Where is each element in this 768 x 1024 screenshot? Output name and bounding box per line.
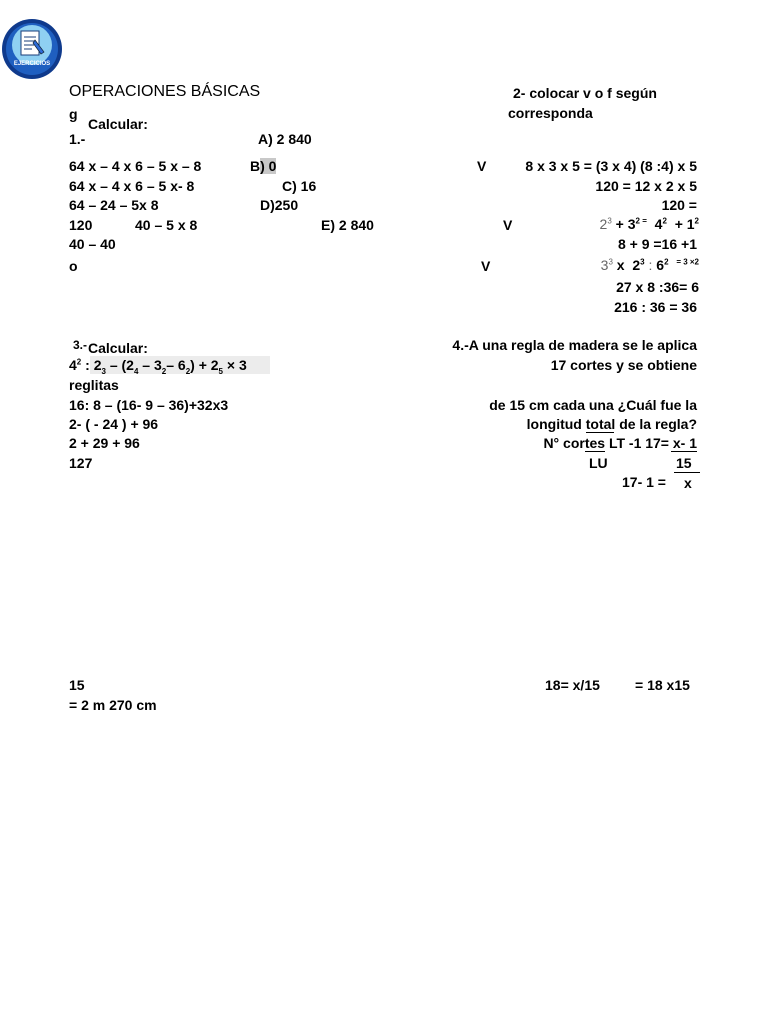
q4-line-5: N° cortes LT -1 17= x- 1 [543,435,697,451]
q4-line-6a: LU [589,455,608,471]
q4-line-7a: 17- 1 = [622,474,666,490]
q3-calcular: Calcular: [88,340,148,356]
q1-step-5: 40 – 40 [69,236,116,252]
q2-eq-8: 216 : 36 = 36 [614,299,697,315]
q2-eq-1: 8 x 3 x 5 = (3 x 4) (8 :4) x 5 [525,158,697,174]
q4-line-6b: 15 [676,455,692,471]
q1-step-2: 64 x – 4 x 6 – 5 x- 8 [69,178,195,194]
q2-mark-2: V [503,217,513,233]
q3-step-1: 16: 8 – (16- 9 – 36)+32x3 [69,397,229,413]
q4-fraction-bar-15 [674,472,700,473]
q2-eq-4: $2^3 + 3^{2 =}$ $4^2 + 1^2$ [599,216,699,232]
q1-g: g [69,106,78,122]
q4-fraction-bar-x [671,451,697,452]
q1-number: 1.- [69,131,86,147]
q2-eq-3: 120 = [661,197,697,213]
q1-step-6: o [69,258,78,274]
page-title: OPERACIONES BÁSICAS [69,83,261,100]
q4-line-4: longitud total de la regla? [526,416,697,432]
q3-expression: $4^2$ : $2_3 - (2_4 - 3_2-$ $6_2) + 2_5 \times 3$ [69,357,247,376]
q3-reglitas: reglitas [69,377,119,393]
ejercicios-logo [1,18,63,80]
q1-step-4a: 120 [69,217,93,233]
q1-option-c: C) 16 [282,178,317,194]
q2-eq-2: 120 = 12 x 2 x 5 [595,178,697,194]
bottom-left-2: = 2 m 270 cm [69,697,157,713]
q2-title-line1: 2- colocar v o f según [513,85,657,101]
q2-eq-6: $3^3$ x $2^3$ : $6^2$ $^{= 3 \times 2}$ [600,257,699,273]
q2-eq-7: 27 x 8 :36= 6 [616,279,699,295]
bottom-left-1: 15 [69,677,85,693]
q1-step-4b: 40 – 5 x 8 [135,217,198,233]
q4-line-2: 17 cortes y se obtiene [550,357,697,373]
q3-step-3: 2 + 29 + 96 [69,435,140,451]
q1-step-1: 64 x – 4 x 6 – 5 x – 8 [69,158,202,174]
q4-line-7b: x [684,475,692,491]
q4-line-1: 4.-A una regla de madera se le aplica [452,337,697,353]
q4-underline-total [586,432,614,433]
bottom-right-2: = 18 x15 [635,677,690,693]
q1-option-d: D)250 [260,197,299,213]
logo-text: EJERCICIOS [13,61,51,67]
q1-option-b: B) 0 [250,158,277,174]
q3-number: 3.- [73,338,88,352]
bottom-right-1: 18= x/15 [545,677,600,693]
q3-step-2: 2- ( - 24 ) + 96 [69,416,159,432]
q4-line-3: de 15 cm cada una ¿Cuál fue la [489,397,697,413]
q2-mark-3: V [481,258,491,274]
q2-title-line2: corresponda [508,105,593,121]
q1-option-a: A) 2 840 [258,131,312,147]
q2-eq-5: 8 + 9 =16 +1 [617,236,697,252]
q3-step-4: 127 [69,455,93,471]
q1-step-3: 64 – 24 – 5x 8 [69,197,159,213]
q2-mark-1: V [477,158,487,174]
q1-option-e: E) 2 840 [321,217,374,233]
q1-calcular: Calcular: [88,116,148,132]
q4-fraction-bar-lt [585,451,605,452]
